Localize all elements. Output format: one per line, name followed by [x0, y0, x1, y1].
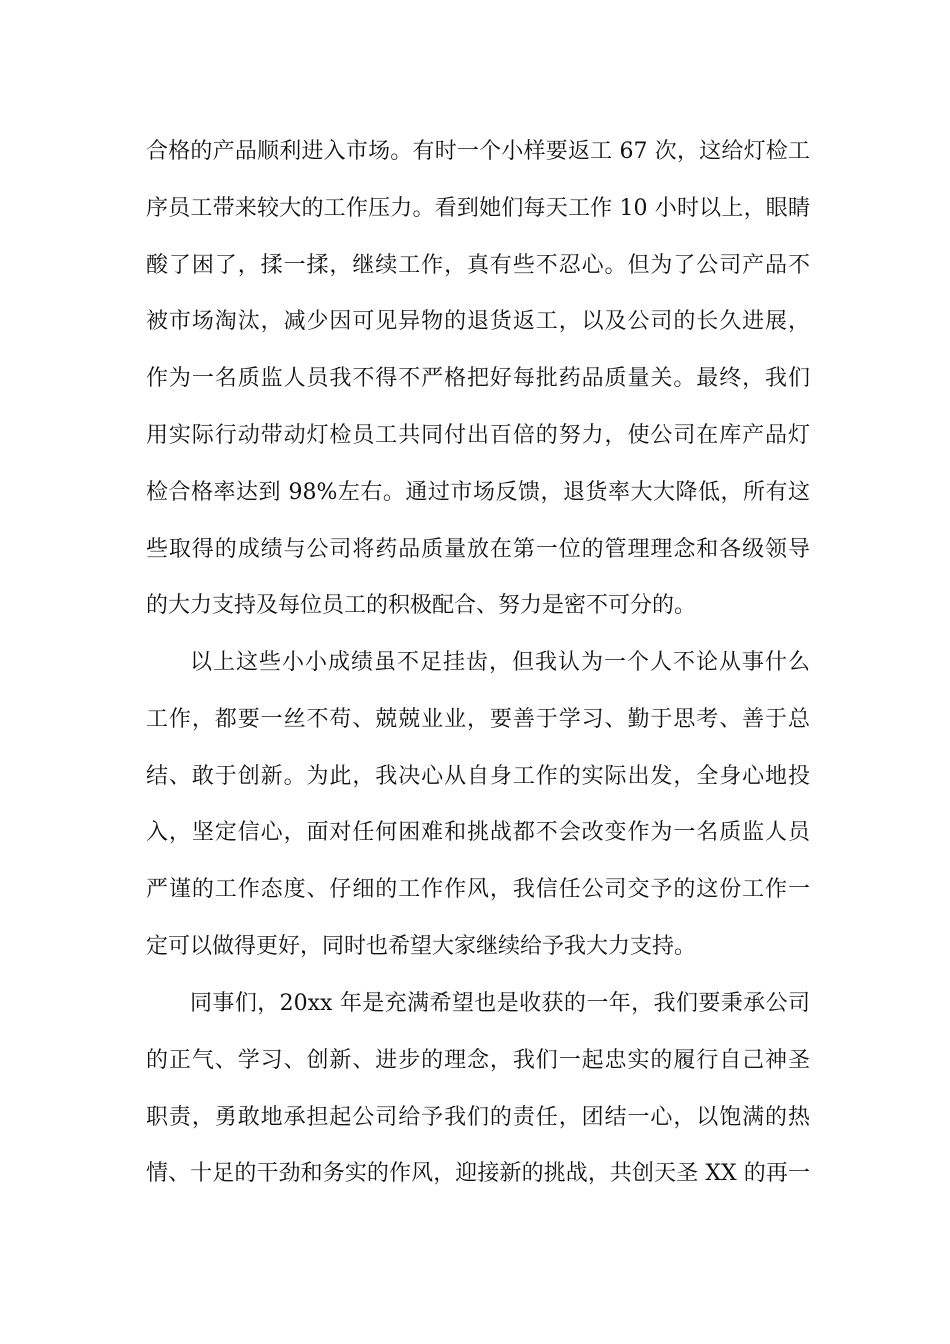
- text-line: 检合格率达到 98%左右。通过市场反馈，退货率大大降低，所有这: [146, 479, 810, 505]
- text-line: 职责，勇敢地承担起公司给予我们的责任，团结一心，以饱满的热: [146, 1104, 810, 1130]
- text-line: 的大力支持及每位员工的积极配合、努力是密不可分的。: [146, 593, 697, 619]
- text-line: 的正气、学习、创新、进步的理念，我们一起忠实的履行自己神圣: [146, 1047, 810, 1073]
- text-line: 严谨的工作态度、仔细的工作作风，我信任公司交予的这份工作一: [146, 877, 810, 903]
- text-line: 以上这些小小成绩虽不足挂齿，但我认为一个人不论从事什么: [190, 650, 810, 675]
- paragraph-3: [146, 976, 810, 1203]
- text-line: 结、敢于创新。为此，我决心从自身工作的实际出发，全身心地投: [146, 763, 810, 789]
- text-line: 同事们，20xx 年是充满希望也是收获的一年，我们要秉承公司: [190, 991, 810, 1016]
- text-line: 定可以做得更好，同时也希望大家继续给予我大力支持。: [146, 933, 697, 959]
- text-line: 酸了困了，揉一揉，继续工作，真有些不忍心。但为了公司产品不: [146, 252, 810, 278]
- text-line: 工作，都要一丝不苟、兢兢业业，要善于学习、勤于思考、善于总: [146, 706, 810, 732]
- text-line: 情、十足的干劲和务实的作风，迎接新的挑战，共创天圣 XX 的再一: [146, 1161, 810, 1187]
- text-line: 用实际行动带动灯检员工共同付出百倍的努力，使公司在库产品灯: [146, 422, 810, 448]
- paragraph-2: [146, 635, 810, 976]
- text-line: 序员工带来较大的工作压力。看到她们每天工作 10 小时以上，眼睛: [146, 195, 810, 221]
- text-line: 被市场淘汰，减少因可见异物的退货返工，以及公司的长久进展，: [146, 309, 810, 335]
- text-line: 作为一名质监人员我不得不严格把好每批药品质量关。最终，我们: [146, 366, 810, 392]
- paragraph-1: [146, 124, 810, 635]
- text-line: 入，坚定信心，面对任何困难和挑战都不会改变作为一名质监人员: [146, 820, 810, 846]
- text-line: 些取得的成绩与公司将药品质量放在第一位的管理理念和各级领导: [146, 536, 810, 562]
- text-line: 合格的产品顺利进入市场。有时一个小样要返工 67 次，这给灯检工: [146, 139, 810, 164]
